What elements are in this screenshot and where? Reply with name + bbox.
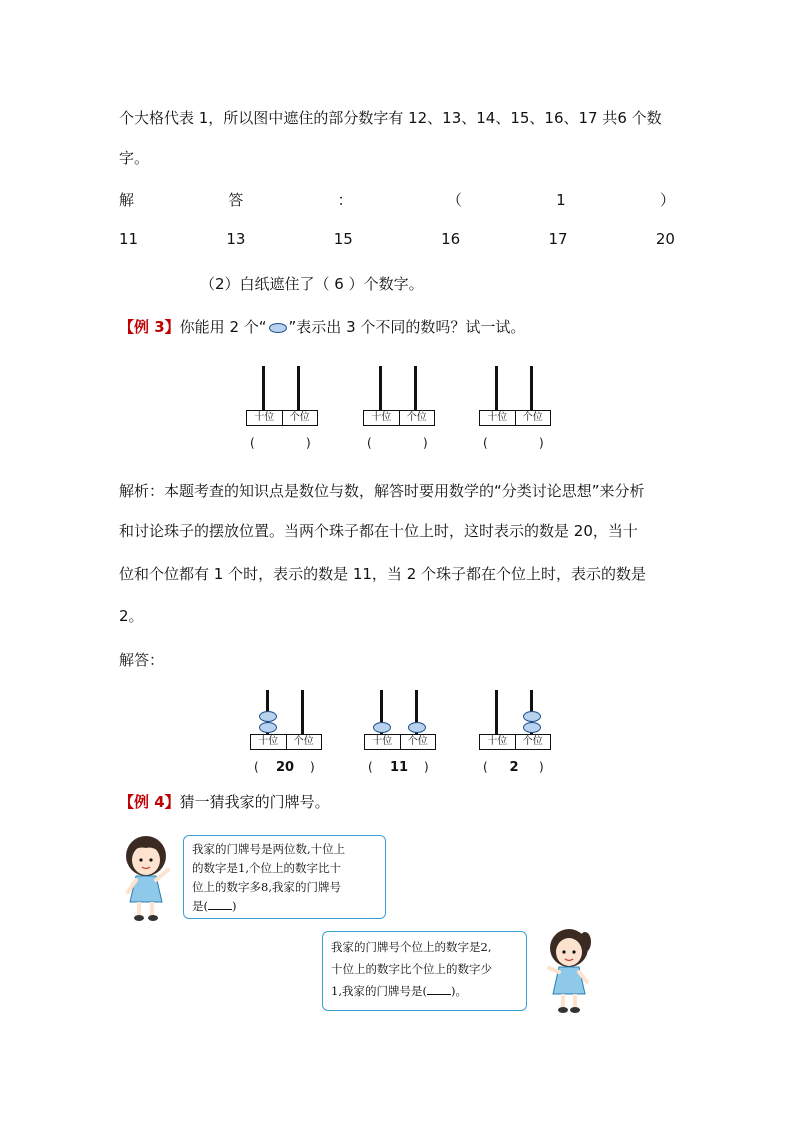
answer-label: 解答： bbox=[119, 651, 165, 669]
answer-char: ） bbox=[659, 191, 675, 209]
ones-rod bbox=[414, 366, 417, 410]
question-part-a: 你能用 2 个“ bbox=[179, 318, 267, 336]
bead-icon bbox=[259, 711, 277, 722]
bead-icon bbox=[373, 722, 391, 733]
bubble-1-line: 位上的数字多8,我家的门牌号 bbox=[192, 880, 341, 894]
place-value-board bbox=[479, 410, 551, 426]
answer-number: 13 bbox=[226, 230, 246, 248]
bubble-2-line: 我家的门牌号个位上的数字是2, bbox=[331, 940, 492, 954]
tens-label: 十位 bbox=[372, 736, 393, 747]
place-value-board bbox=[250, 734, 322, 750]
bubble-1-last-line: 是( ) bbox=[192, 899, 237, 913]
bead-icon bbox=[268, 322, 288, 334]
speech-bubble-2 bbox=[322, 931, 527, 1011]
answer-number: 17 bbox=[548, 230, 568, 248]
place-value-board bbox=[364, 734, 436, 750]
abacus-blank-3: 十位 个位 ( ) bbox=[479, 366, 551, 476]
ones-label: 个位 bbox=[400, 735, 436, 749]
bubble-2-line: 十位上的数字比个位上的数字少 bbox=[331, 962, 492, 976]
bubble-2-last-line: 1,我家的门牌号是( )。 bbox=[331, 984, 467, 998]
analysis-line-2: 和讨论珠子的摆放位置。当两个珠子都在十位上时，这时表示的数是 20，当十 bbox=[119, 522, 638, 540]
speech-bubble-1 bbox=[183, 835, 386, 919]
analysis-line-1: 解析：本题考查的知识点是数位与数，解答时要用数学的“分类讨论思想”来分析 bbox=[119, 482, 645, 500]
answer-char: 答 bbox=[228, 191, 244, 209]
tens-label: 十位 bbox=[254, 412, 275, 423]
bubble-1-line: 的数字是1,个位上的数字比十 bbox=[192, 861, 341, 875]
abacus-blank-1: 十位 个位 ( ) bbox=[246, 366, 318, 476]
answer-char: （ bbox=[446, 191, 462, 209]
place-value-board bbox=[246, 410, 318, 426]
answer-char: 解 bbox=[119, 191, 135, 209]
abacus-answer-11: 十位 个位 ( 11 ) bbox=[364, 690, 436, 800]
place-value-board bbox=[363, 410, 435, 426]
answer-char: ： bbox=[337, 191, 353, 209]
tens-rod bbox=[262, 366, 265, 410]
intro-line-1: 个大格代表 1，所以图中遮住的部分数字有 12、13、14、15、16、17 共6 个数 bbox=[119, 109, 662, 127]
tens-rod bbox=[379, 366, 382, 410]
tens-label: 十位 bbox=[371, 412, 392, 423]
example-4-title: 猜一猜我家的门牌号。 bbox=[179, 793, 330, 811]
bead-icon bbox=[523, 711, 541, 722]
tens-rod bbox=[495, 690, 498, 734]
answer-number: 20 bbox=[655, 230, 675, 248]
answer-number: 11 bbox=[119, 230, 139, 248]
example-3-tag: 【例 3】 bbox=[119, 318, 180, 336]
bubble-1-line: 我家的门牌号是两位数,十位上 bbox=[192, 842, 346, 856]
tens-label: 十位 bbox=[487, 412, 508, 423]
tens-rod bbox=[495, 366, 498, 410]
example-4-heading bbox=[119, 792, 330, 812]
part-2-text: （2）白纸遮住了（ 6 ）个数字。 bbox=[200, 275, 424, 293]
ones-label: 个位 bbox=[515, 411, 551, 425]
analysis-line-3: 位和个位都有 1 个时，表示的数是 11，当 2 个珠子都在个位上时，表示的数是 bbox=[119, 565, 647, 583]
bead-icon bbox=[259, 722, 277, 733]
ones-label: 个位 bbox=[399, 411, 435, 425]
abacus-answer-20: 十位 个位 ( 20 ) bbox=[250, 690, 322, 800]
ones-label: 个位 bbox=[515, 735, 551, 749]
tens-label: 十位 bbox=[258, 736, 279, 747]
example-4-tag: 【例 4】 bbox=[119, 793, 180, 811]
abacus-answer-2: 十位 个位 ( 2 ) bbox=[479, 690, 551, 800]
answer-char: 1 bbox=[556, 191, 566, 209]
ones-rod bbox=[301, 690, 304, 734]
ones-label: 个位 bbox=[286, 735, 322, 749]
analysis-line-4: 2。 bbox=[119, 607, 144, 625]
answer-number: 16 bbox=[441, 230, 461, 248]
question-part-b: ”表示出 3 个不同的数吗？试一试。 bbox=[288, 318, 526, 336]
tens-label: 十位 bbox=[487, 736, 508, 747]
abacus-blank-2: 十位 个位 ( ) bbox=[363, 366, 435, 476]
bead-icon bbox=[523, 722, 541, 733]
bead-icon bbox=[408, 722, 426, 733]
girl-illustration-2 bbox=[535, 922, 599, 1016]
ones-rod bbox=[297, 366, 300, 410]
ones-rod bbox=[530, 366, 533, 410]
answer-number-row bbox=[119, 229, 675, 249]
answer-label-row bbox=[119, 190, 675, 210]
girl-illustration-1 bbox=[118, 830, 180, 922]
intro-line-2: 字。 bbox=[119, 149, 150, 167]
answer-number: 15 bbox=[333, 230, 353, 248]
place-value-board bbox=[479, 734, 551, 750]
ones-label: 个位 bbox=[282, 411, 318, 425]
example-3-question bbox=[119, 317, 525, 337]
